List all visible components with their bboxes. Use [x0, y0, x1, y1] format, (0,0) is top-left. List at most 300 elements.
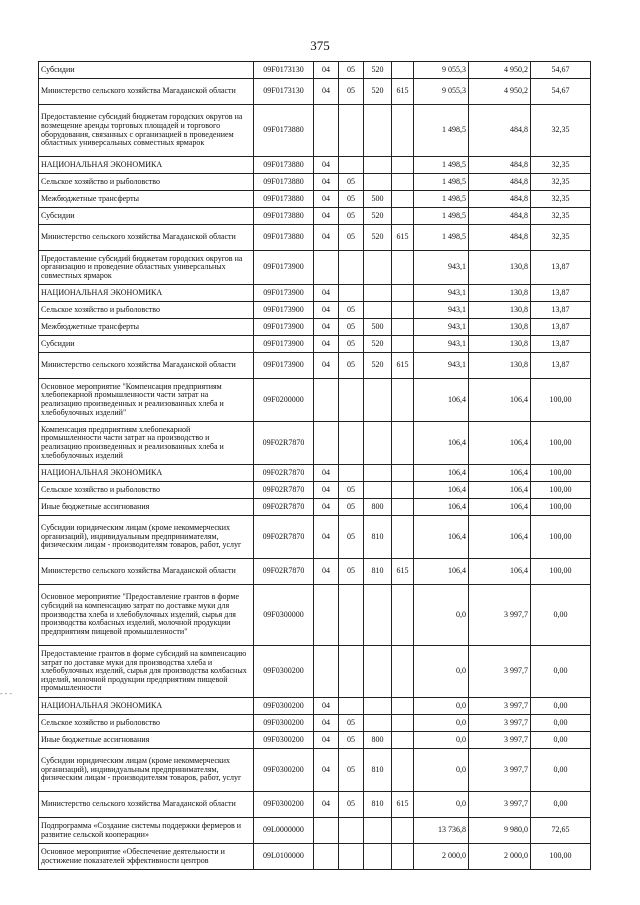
row-name: Иные бюджетные ассигнования — [39, 499, 254, 516]
plan-amount: 1 498,5 — [414, 208, 469, 225]
subsection-code: 05 — [339, 336, 364, 353]
budget-table-body — [39, 62, 591, 870]
subsection-code — [339, 585, 364, 646]
table-row — [39, 353, 591, 379]
execution-percent: 32,35 — [531, 225, 591, 251]
section-code: 04 — [314, 157, 339, 174]
execution-percent: 32,35 — [531, 208, 591, 225]
target-article-code: 09F02R7870 — [254, 516, 314, 559]
execution-percent: 100,00 — [531, 482, 591, 499]
subsection-code: 05 — [339, 225, 364, 251]
administrator-code — [392, 818, 414, 844]
executed-amount: 4 950,2 — [469, 62, 531, 79]
target-article-code: 09L0000000 — [254, 818, 314, 844]
plan-amount: 943,1 — [414, 285, 469, 302]
budget-table — [38, 61, 591, 870]
execution-percent: 100,00 — [531, 516, 591, 559]
table-row — [39, 715, 591, 732]
table-row — [39, 79, 591, 105]
administrator-code — [392, 208, 414, 225]
section-code — [314, 379, 339, 422]
subsection-code — [339, 818, 364, 844]
plan-amount: 9 055,3 — [414, 79, 469, 105]
subsection-code: 05 — [339, 715, 364, 732]
table-row — [39, 379, 591, 422]
expense-type-code: 810 — [364, 559, 392, 585]
section-code: 04 — [314, 302, 339, 319]
expense-type-code: 810 — [364, 516, 392, 559]
subsection-code: 05 — [339, 353, 364, 379]
expense-type-code — [364, 174, 392, 191]
plan-amount: 0,0 — [414, 732, 469, 749]
row-name: Подпрограмма «Создание системы поддержки фермеров и развитие сельской кооперации» — [39, 818, 254, 844]
expense-type-code — [364, 157, 392, 174]
row-name: НАЦИОНАЛЬНАЯ ЭКОНОМИКА — [39, 285, 254, 302]
table-row — [39, 285, 591, 302]
expense-type-code: 520 — [364, 225, 392, 251]
subsection-code — [339, 285, 364, 302]
subsection-code — [339, 105, 364, 157]
administrator-code: 615 — [392, 559, 414, 585]
administrator-code — [392, 251, 414, 285]
plan-amount: 106,4 — [414, 422, 469, 465]
section-code: 04 — [314, 482, 339, 499]
administrator-code — [392, 516, 414, 559]
table-row — [39, 422, 591, 465]
plan-amount: 1 498,5 — [414, 105, 469, 157]
target-article-code: 09F0173880 — [254, 225, 314, 251]
execution-percent: 0,00 — [531, 585, 591, 646]
row-name: Министерство сельского хозяйства Магаданской области — [39, 559, 254, 585]
executed-amount: 130,8 — [469, 251, 531, 285]
executed-amount: 106,4 — [469, 422, 531, 465]
administrator-code — [392, 302, 414, 319]
executed-amount: 484,8 — [469, 225, 531, 251]
expense-type-code — [364, 285, 392, 302]
subsection-code: 05 — [339, 792, 364, 818]
section-code: 04 — [314, 62, 339, 79]
administrator-code — [392, 646, 414, 698]
target-article-code: 09F0173900 — [254, 285, 314, 302]
plan-amount: 1 498,5 — [414, 157, 469, 174]
execution-percent: 54,67 — [531, 62, 591, 79]
administrator-code: 615 — [392, 353, 414, 379]
administrator-code — [392, 174, 414, 191]
execution-percent: 0,00 — [531, 698, 591, 715]
executed-amount: 106,4 — [469, 559, 531, 585]
executed-amount: 130,8 — [469, 302, 531, 319]
executed-amount: 3 997,7 — [469, 792, 531, 818]
table-row — [39, 302, 591, 319]
executed-amount: 130,8 — [469, 353, 531, 379]
expense-type-code: 500 — [364, 319, 392, 336]
executed-amount: 484,8 — [469, 191, 531, 208]
execution-percent: 0,00 — [531, 732, 591, 749]
plan-amount: 0,0 — [414, 749, 469, 792]
execution-percent: 32,35 — [531, 157, 591, 174]
expense-type-code — [364, 844, 392, 870]
expense-type-code — [364, 105, 392, 157]
subsection-code: 05 — [339, 79, 364, 105]
administrator-code — [392, 499, 414, 516]
target-article-code: 09F0173880 — [254, 208, 314, 225]
row-name: Министерство сельского хозяйства Магаданской области — [39, 225, 254, 251]
subsection-code: 05 — [339, 191, 364, 208]
executed-amount: 484,8 — [469, 208, 531, 225]
executed-amount: 130,8 — [469, 319, 531, 336]
expense-type-code — [364, 585, 392, 646]
row-name: Межбюджетные трансферты — [39, 191, 254, 208]
subsection-code: 05 — [339, 516, 364, 559]
expense-type-code — [364, 698, 392, 715]
execution-percent: 13,87 — [531, 285, 591, 302]
execution-percent: 13,87 — [531, 336, 591, 353]
expense-type-code — [364, 646, 392, 698]
target-article-code: 09F02R7870 — [254, 482, 314, 499]
section-code: 04 — [314, 336, 339, 353]
table-row — [39, 818, 591, 844]
execution-percent: 54,67 — [531, 79, 591, 105]
section-code — [314, 251, 339, 285]
subsection-code — [339, 844, 364, 870]
expense-type-code — [364, 422, 392, 465]
expense-type-code: 800 — [364, 499, 392, 516]
plan-amount: 0,0 — [414, 715, 469, 732]
table-row — [39, 208, 591, 225]
plan-amount: 13 736,8 — [414, 818, 469, 844]
administrator-code — [392, 157, 414, 174]
section-code: 04 — [314, 715, 339, 732]
executed-amount: 3 997,7 — [469, 715, 531, 732]
subsection-code — [339, 251, 364, 285]
row-name: Межбюджетные трансферты — [39, 319, 254, 336]
row-name: Министерство сельского хозяйства Магаданской области — [39, 353, 254, 379]
target-article-code: 09F0300200 — [254, 732, 314, 749]
section-code — [314, 585, 339, 646]
execution-percent: 72,65 — [531, 818, 591, 844]
subsection-code: 05 — [339, 208, 364, 225]
table-row — [39, 559, 591, 585]
target-article-code: 09F02R7870 — [254, 422, 314, 465]
execution-percent: 13,87 — [531, 251, 591, 285]
target-article-code: 09F0173880 — [254, 174, 314, 191]
row-name: Основное мероприятие "Компенсация предприятиям хлебопекарной промышленности части затрат на реализацию произведенных и реализованных хлеба и хлебобулочных изделий" — [39, 379, 254, 422]
administrator-code — [392, 191, 414, 208]
execution-percent: 100,00 — [531, 559, 591, 585]
expense-type-code — [364, 379, 392, 422]
row-name: Субсидии юридическим лицам (кроме некоммерческих организаций), индивидуальным предпринимателям, физическим лицам - производителям товаров, работ, услуг — [39, 516, 254, 559]
plan-amount: 106,4 — [414, 482, 469, 499]
subsection-code: 05 — [339, 732, 364, 749]
executed-amount: 3 997,7 — [469, 585, 531, 646]
administrator-code — [392, 62, 414, 79]
executed-amount: 9 980,0 — [469, 818, 531, 844]
expense-type-code — [364, 465, 392, 482]
administrator-code — [392, 465, 414, 482]
expense-type-code — [364, 818, 392, 844]
expense-type-code — [364, 302, 392, 319]
plan-amount: 106,4 — [414, 465, 469, 482]
execution-percent: 0,00 — [531, 715, 591, 732]
administrator-code — [392, 585, 414, 646]
target-article-code: 09F0300200 — [254, 715, 314, 732]
plan-amount: 943,1 — [414, 336, 469, 353]
target-article-code: 09F0173900 — [254, 319, 314, 336]
administrator-code — [392, 319, 414, 336]
target-article-code: 09F0173900 — [254, 251, 314, 285]
section-code — [314, 646, 339, 698]
section-code: 04 — [314, 559, 339, 585]
executed-amount: 3 997,7 — [469, 698, 531, 715]
subsection-code — [339, 698, 364, 715]
plan-amount: 106,4 — [414, 499, 469, 516]
subsection-code: 05 — [339, 174, 364, 191]
section-code: 04 — [314, 749, 339, 792]
section-code: 04 — [314, 732, 339, 749]
expense-type-code: 520 — [364, 208, 392, 225]
target-article-code: 09F0173130 — [254, 62, 314, 79]
table-row — [39, 749, 591, 792]
row-name: Иные бюджетные ассигнования — [39, 732, 254, 749]
target-article-code: 09F0300200 — [254, 749, 314, 792]
row-name: Субсидии юридическим лицам (кроме некоммерческих организаций), индивидуальным предпринимателям, физическим лицам - производителям товаров, работ, услуг — [39, 749, 254, 792]
expense-type-code: 520 — [364, 336, 392, 353]
administrator-code — [392, 285, 414, 302]
expense-type-code — [364, 251, 392, 285]
plan-amount: 943,1 — [414, 302, 469, 319]
target-article-code: 09F0173880 — [254, 191, 314, 208]
executed-amount: 3 997,7 — [469, 646, 531, 698]
table-row — [39, 499, 591, 516]
section-code: 04 — [314, 698, 339, 715]
plan-amount: 9 055,3 — [414, 62, 469, 79]
target-article-code: 09F0200000 — [254, 379, 314, 422]
section-code: 04 — [314, 353, 339, 379]
row-name: НАЦИОНАЛЬНАЯ ЭКОНОМИКА — [39, 157, 254, 174]
execution-percent: 0,00 — [531, 792, 591, 818]
table-row — [39, 465, 591, 482]
executed-amount: 106,4 — [469, 465, 531, 482]
administrator-code — [392, 749, 414, 792]
plan-amount: 0,0 — [414, 698, 469, 715]
target-article-code: 09F02R7870 — [254, 465, 314, 482]
target-article-code: 09F0173130 — [254, 79, 314, 105]
section-code: 04 — [314, 225, 339, 251]
margin-mark: - - - — [0, 689, 12, 698]
execution-percent: 32,35 — [531, 174, 591, 191]
subsection-code: 05 — [339, 302, 364, 319]
target-article-code: 09F0173900 — [254, 353, 314, 379]
executed-amount: 106,4 — [469, 516, 531, 559]
target-article-code: 09L0100000 — [254, 844, 314, 870]
expense-type-code: 800 — [364, 732, 392, 749]
execution-percent: 100,00 — [531, 844, 591, 870]
subsection-code — [339, 465, 364, 482]
row-name: Субсидии — [39, 208, 254, 225]
execution-percent: 100,00 — [531, 422, 591, 465]
table-row — [39, 174, 591, 191]
section-code — [314, 818, 339, 844]
executed-amount: 3 997,7 — [469, 732, 531, 749]
plan-amount: 1 498,5 — [414, 191, 469, 208]
row-name: Предоставление грантов в форме субсидий на компенсацию затрат по доставке муки для производства хлеба и хлебобулочных изделий, сырья для производства колбасных изделий, молочной продукции предприятиям пищевой промышленности — [39, 646, 254, 698]
row-name: Сельское хозяйство и рыболовство — [39, 482, 254, 499]
table-row — [39, 157, 591, 174]
plan-amount: 0,0 — [414, 792, 469, 818]
execution-percent: 32,35 — [531, 191, 591, 208]
page-number: 375 — [310, 38, 330, 53]
expense-type-code: 520 — [364, 353, 392, 379]
subsection-code — [339, 379, 364, 422]
row-name: Предоставление субсидий бюджетам городских округов на возмещение аренды торговых площадей и торгового оборудования, связанных с организацией в проведением областных универсальных совместных ярмарок — [39, 105, 254, 157]
row-name: Субсидии — [39, 62, 254, 79]
section-code: 04 — [314, 174, 339, 191]
row-name: НАЦИОНАЛЬНАЯ ЭКОНОМИКА — [39, 698, 254, 715]
target-article-code: 09F0173880 — [254, 157, 314, 174]
executed-amount: 130,8 — [469, 285, 531, 302]
subsection-code: 05 — [339, 319, 364, 336]
expense-type-code: 810 — [364, 749, 392, 792]
section-code: 04 — [314, 191, 339, 208]
table-row — [39, 62, 591, 79]
table-row — [39, 336, 591, 353]
executed-amount: 3 997,7 — [469, 749, 531, 792]
row-name: Предоставление субсидий бюджетам городских округов на организацию и проведение областных универсальных совместных ярмарок — [39, 251, 254, 285]
administrator-code — [392, 105, 414, 157]
target-article-code: 09F02R7870 — [254, 499, 314, 516]
row-name: Субсидии — [39, 336, 254, 353]
row-name: Сельское хозяйство и рыболовство — [39, 302, 254, 319]
table-row — [39, 844, 591, 870]
executed-amount: 484,8 — [469, 157, 531, 174]
target-article-code: 09F0173880 — [254, 105, 314, 157]
target-article-code: 09F0300200 — [254, 646, 314, 698]
row-name: Основное мероприятие «Обеспечение деятельности и достижение показателей эффективности центров — [39, 844, 254, 870]
section-code — [314, 105, 339, 157]
execution-percent: 13,87 — [531, 302, 591, 319]
expense-type-code: 810 — [364, 792, 392, 818]
row-name: Компенсация предприятиям хлебопекарной промышленности части затрат на производство и реализацию произведенных и реализованных хлеба и хлебобулочных изделий — [39, 422, 254, 465]
subsection-code: 05 — [339, 559, 364, 585]
table-row — [39, 516, 591, 559]
section-code: 04 — [314, 516, 339, 559]
execution-percent: 100,00 — [531, 465, 591, 482]
section-code: 04 — [314, 79, 339, 105]
administrator-code: 615 — [392, 79, 414, 105]
administrator-code: 615 — [392, 225, 414, 251]
target-article-code: 09F0173900 — [254, 302, 314, 319]
table-row — [39, 585, 591, 646]
administrator-code — [392, 422, 414, 465]
plan-amount: 106,4 — [414, 559, 469, 585]
subsection-code: 05 — [339, 482, 364, 499]
execution-percent: 32,35 — [531, 105, 591, 157]
expense-type-code: 500 — [364, 191, 392, 208]
plan-amount: 0,0 — [414, 585, 469, 646]
executed-amount: 484,8 — [469, 174, 531, 191]
row-name: Сельское хозяйство и рыболовство — [39, 715, 254, 732]
administrator-code — [392, 844, 414, 870]
table-row — [39, 732, 591, 749]
executed-amount: 4 950,2 — [469, 79, 531, 105]
table-row — [39, 191, 591, 208]
plan-amount: 106,4 — [414, 379, 469, 422]
administrator-code — [392, 698, 414, 715]
executed-amount: 130,8 — [469, 336, 531, 353]
table-row — [39, 646, 591, 698]
table-row — [39, 792, 591, 818]
section-code: 04 — [314, 208, 339, 225]
executed-amount: 2 000,0 — [469, 844, 531, 870]
plan-amount: 943,1 — [414, 251, 469, 285]
plan-amount: 2 000,0 — [414, 844, 469, 870]
execution-percent: 13,87 — [531, 353, 591, 379]
target-article-code: 09F0300200 — [254, 698, 314, 715]
row-name: Министерство сельского хозяйства Магаданской области — [39, 792, 254, 818]
expense-type-code — [364, 482, 392, 499]
plan-amount: 1 498,5 — [414, 225, 469, 251]
administrator-code — [392, 732, 414, 749]
execution-percent: 13,87 — [531, 319, 591, 336]
execution-percent: 0,00 — [531, 749, 591, 792]
expense-type-code: 520 — [364, 62, 392, 79]
row-name: Министерство сельского хозяйства Магаданской области — [39, 79, 254, 105]
section-code: 04 — [314, 285, 339, 302]
plan-amount: 0,0 — [414, 646, 469, 698]
execution-percent: 0,00 — [531, 646, 591, 698]
administrator-code — [392, 482, 414, 499]
row-name: Сельское хозяйство и рыболовство — [39, 174, 254, 191]
section-code: 04 — [314, 499, 339, 516]
table-row — [39, 225, 591, 251]
table-row — [39, 319, 591, 336]
subsection-code: 05 — [339, 499, 364, 516]
subsection-code: 05 — [339, 62, 364, 79]
plan-amount: 106,4 — [414, 516, 469, 559]
target-article-code: 09F02R7870 — [254, 559, 314, 585]
executed-amount: 106,4 — [469, 379, 531, 422]
subsection-code: 05 — [339, 749, 364, 792]
section-code: 04 — [314, 465, 339, 482]
table-row — [39, 251, 591, 285]
administrator-code — [392, 379, 414, 422]
section-code — [314, 844, 339, 870]
table-row — [39, 105, 591, 157]
execution-percent: 100,00 — [531, 499, 591, 516]
row-name: Основное мероприятие "Предоставление грантов в форме субсидий на компенсацию затрат по доставке муки для производства хлеба и хлебобулочных изделий, сырья для производства колбасных изделий, молочной продукции предприятиям пищевой промышленности" — [39, 585, 254, 646]
target-article-code: 09F0173900 — [254, 336, 314, 353]
executed-amount: 484,8 — [469, 105, 531, 157]
executed-amount: 106,4 — [469, 499, 531, 516]
expense-type-code: 520 — [364, 79, 392, 105]
plan-amount: 943,1 — [414, 319, 469, 336]
administrator-code — [392, 336, 414, 353]
administrator-code: 615 — [392, 792, 414, 818]
expense-type-code — [364, 715, 392, 732]
subsection-code — [339, 157, 364, 174]
subsection-code — [339, 646, 364, 698]
administrator-code — [392, 715, 414, 732]
subsection-code — [339, 422, 364, 465]
table-row — [39, 698, 591, 715]
execution-percent: 100,00 — [531, 379, 591, 422]
target-article-code: 09F0300200 — [254, 792, 314, 818]
plan-amount: 943,1 — [414, 353, 469, 379]
plan-amount: 1 498,5 — [414, 174, 469, 191]
table-row — [39, 482, 591, 499]
executed-amount: 106,4 — [469, 482, 531, 499]
section-code — [314, 422, 339, 465]
